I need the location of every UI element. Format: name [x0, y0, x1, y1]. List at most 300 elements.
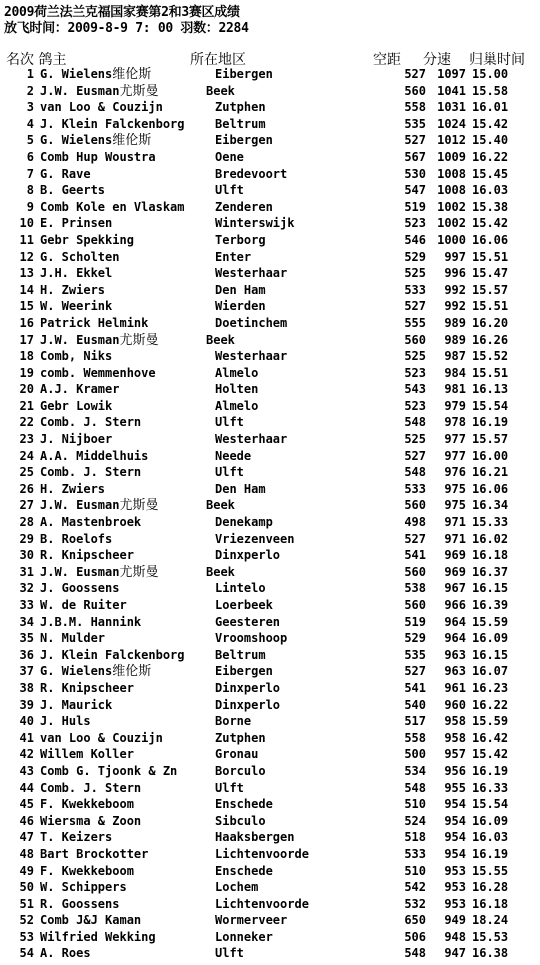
distance: 517: [404, 714, 426, 729]
owner-name: R. Knipscheer: [40, 680, 134, 695]
owner: [40, 697, 112, 714]
owner-name: J. Maurick: [40, 697, 113, 712]
distance: 558: [404, 730, 426, 745]
speed: 954: [444, 846, 466, 861]
location: Beek: [206, 83, 235, 98]
speed: 948: [444, 929, 466, 944]
arrival-time: 15.53: [472, 929, 509, 944]
owner-name: N. Mulder: [40, 631, 106, 646]
location: Ulft: [215, 780, 244, 795]
owner: [40, 332, 159, 350]
arrival-time: 16.03: [472, 830, 509, 845]
header-distance: 空距: [373, 52, 401, 68]
owner: [40, 132, 151, 150]
owner: [40, 348, 112, 365]
result-row: [0, 630, 540, 647]
rank: 32: [19, 581, 34, 596]
distance: 535: [404, 647, 426, 662]
location: Vriezenveen: [215, 531, 295, 546]
location: Dinxperlo: [215, 548, 281, 563]
distance: 542: [404, 880, 426, 895]
owner-name: T. Keizers: [40, 830, 113, 845]
speed: 1012: [437, 133, 466, 148]
owner: [40, 763, 177, 780]
owner-name: van Loo & Couzijn: [40, 100, 163, 115]
header-time: 归巢时间: [469, 52, 525, 68]
distance: 527: [404, 531, 426, 546]
result-row: [0, 929, 540, 946]
owner: [40, 182, 105, 199]
distance: 532: [404, 896, 426, 911]
location: Eibergen: [215, 133, 273, 148]
location: Neede: [215, 448, 252, 463]
result-row: [0, 298, 540, 315]
distance: 533: [404, 481, 426, 496]
location: Den Ham: [215, 282, 266, 297]
result-row: [0, 149, 540, 166]
location: Den Ham: [215, 481, 266, 496]
distance: 523: [404, 365, 426, 380]
speed: 1031: [437, 100, 466, 115]
distance: 506: [404, 929, 426, 944]
location: Zutphen: [215, 100, 266, 115]
result-row: [0, 746, 540, 763]
location: Lintelo: [215, 581, 266, 596]
rank: 23: [19, 432, 34, 447]
result-row: [0, 680, 540, 697]
result-row: [0, 249, 540, 266]
result-row: [0, 116, 540, 133]
result-row: [0, 663, 540, 680]
location: Winterswijk: [215, 216, 295, 231]
distance: 529: [404, 631, 426, 646]
speed: 978: [444, 415, 466, 430]
release-info: 放飞时间：2009-8-9 7: 00 羽数：2284: [4, 21, 249, 36]
result-row: [0, 647, 540, 664]
location: Borculo: [215, 763, 266, 778]
arrival-time: 15.40: [472, 133, 509, 148]
rank: 53: [19, 929, 34, 944]
owner-name: E. Prinsen: [40, 216, 113, 231]
speed: 969: [444, 564, 466, 579]
arrival-time: 15.55: [472, 863, 509, 878]
rank: 43: [19, 763, 34, 778]
result-row: [0, 597, 540, 614]
location: Denekamp: [215, 515, 273, 530]
arrival-time: 16.19: [472, 415, 509, 430]
speed: 1008: [437, 183, 466, 198]
speed: 961: [444, 680, 466, 695]
owner: [40, 663, 151, 681]
rank: 44: [19, 780, 34, 795]
rank: 42: [19, 747, 34, 762]
arrival-time: 16.21: [472, 465, 509, 480]
location: Wormerveer: [215, 913, 288, 928]
speed: 975: [444, 498, 466, 513]
speed: 947: [444, 946, 466, 961]
rank: 48: [19, 846, 34, 861]
owner-name: J.H. Ekkel: [40, 266, 113, 281]
owner-name: J. Huls: [40, 714, 91, 729]
owner: [40, 448, 148, 465]
result-row: [0, 547, 540, 564]
owner-name: J.W. Eusman: [40, 332, 120, 347]
distance: 558: [404, 100, 426, 115]
location: Lochem: [215, 880, 259, 895]
speed: 989: [444, 332, 466, 347]
arrival-time: 16.02: [472, 531, 509, 546]
distance: 548: [404, 780, 426, 795]
result-row: [0, 215, 540, 232]
owner: [40, 796, 134, 813]
location: Ulft: [215, 946, 244, 961]
result-row: [0, 365, 540, 382]
speed: 987: [444, 349, 466, 364]
speed: 971: [444, 531, 466, 546]
owner-name: Patrick Helmink: [40, 315, 149, 330]
owner: [40, 298, 112, 315]
owner: [40, 580, 119, 597]
location: Wierden: [215, 299, 266, 314]
speed: 997: [444, 249, 466, 264]
owner: [40, 547, 134, 564]
arrival-time: 16.19: [472, 846, 509, 861]
arrival-time: 16.20: [472, 315, 509, 330]
owner: [40, 863, 134, 880]
speed: 964: [444, 614, 466, 629]
owner: [40, 829, 112, 846]
arrival-time: 15.51: [472, 299, 509, 314]
distance: 525: [404, 432, 426, 447]
result-row: [0, 398, 540, 415]
owner: [40, 199, 185, 216]
arrival-time: 15.51: [472, 365, 509, 380]
owner: [40, 265, 112, 282]
owner: [40, 713, 91, 730]
owner: [40, 630, 105, 647]
owner-name: G. Rave: [40, 166, 91, 181]
rank: 41: [19, 730, 34, 745]
result-row: [0, 83, 540, 100]
distance: 650: [404, 913, 426, 928]
owner-name: J.W. Eusman: [40, 83, 120, 98]
arrival-time: 16.00: [472, 448, 509, 463]
owner: [40, 497, 159, 515]
rank: 30: [19, 548, 34, 563]
distance: 555: [404, 315, 426, 330]
distance: 530: [404, 166, 426, 181]
rank: 54: [19, 946, 34, 961]
distance: 527: [404, 299, 426, 314]
location: Haaksbergen: [215, 830, 295, 845]
location: Eibergen: [215, 67, 273, 81]
distance: 500: [404, 747, 426, 762]
owner: [40, 730, 163, 747]
rank: 28: [19, 515, 34, 530]
arrival-time: 15.42: [472, 216, 509, 231]
owner-name-chinese: 尤斯曼: [119, 498, 159, 514]
location: Bredevoort: [215, 166, 288, 181]
speed: 953: [444, 880, 466, 895]
owner-name: comb. Wemmenhove: [40, 365, 156, 380]
arrival-time: 15.42: [472, 116, 509, 131]
owner-name: W. Schippers: [40, 880, 127, 895]
page-title: 2009荷兰法兰克福国家赛第2和3赛区成绩: [4, 5, 240, 20]
location: Terborg: [215, 232, 266, 247]
result-row: [0, 564, 540, 581]
speed: 981: [444, 382, 466, 397]
location: Eibergen: [215, 664, 273, 679]
distance: 533: [404, 282, 426, 297]
owner: [40, 597, 127, 614]
arrival-time: 16.37: [472, 564, 509, 579]
rank: 31: [19, 564, 34, 579]
speed: 979: [444, 398, 466, 413]
result-row: [0, 796, 540, 813]
location: Lichtenvoorde: [215, 896, 309, 911]
speed: 953: [444, 863, 466, 878]
rank: 6: [26, 149, 34, 164]
owner-name: Comb. J. Stern: [40, 415, 142, 430]
arrival-time: 15.59: [472, 614, 509, 629]
owner: [40, 249, 119, 266]
rank: 15: [19, 299, 34, 314]
distance: 527: [404, 133, 426, 148]
owner-name: Wiersma & Zoon: [40, 813, 142, 828]
speed: 954: [444, 813, 466, 828]
distance: 519: [404, 614, 426, 629]
arrival-time: 16.22: [472, 149, 509, 164]
rank: 26: [19, 481, 34, 496]
rank: 34: [19, 614, 34, 629]
owner: [40, 398, 112, 415]
rank: 9: [26, 199, 34, 214]
owner-name-chinese: 维伦斯: [112, 664, 152, 680]
location: Beltrum: [215, 116, 266, 131]
arrival-time: 15.33: [472, 515, 509, 530]
location: Westerhaar: [215, 266, 288, 281]
owner-name: A.J. Kramer: [40, 382, 120, 397]
owner-name: W. de Ruiter: [40, 598, 127, 612]
arrival-time: 15.45: [472, 166, 509, 181]
speed: 984: [444, 365, 466, 380]
rank: 2: [26, 83, 34, 98]
result-row: [0, 896, 540, 913]
owner-name-chinese: 维伦斯: [112, 67, 152, 82]
speed: 956: [444, 763, 466, 778]
owner-name: H. Zwiers: [40, 481, 106, 496]
distance: 527: [404, 664, 426, 679]
location: Beek: [206, 564, 235, 579]
rank: 49: [19, 863, 34, 878]
speed: 958: [444, 730, 466, 745]
owner-name: Comb Hup Woustra: [40, 149, 156, 164]
owner-name: Willem Koller: [40, 747, 134, 762]
owner-name-chinese: 尤斯曼: [119, 564, 159, 580]
distance: 523: [404, 216, 426, 231]
distance: 523: [404, 398, 426, 413]
result-row: [0, 829, 540, 846]
arrival-time: 16.34: [472, 498, 509, 513]
location: Oene: [215, 149, 244, 164]
location: Gronau: [215, 747, 259, 762]
speed: 1009: [437, 149, 466, 164]
arrival-time: 16.09: [472, 813, 509, 828]
location: Zutphen: [215, 730, 266, 745]
location: Zenderen: [215, 199, 273, 214]
location: Ulft: [215, 465, 244, 480]
rank: 11: [19, 232, 34, 247]
owner-name: H. Zwiers: [40, 282, 106, 297]
owner: [40, 99, 163, 116]
owner-name: Comb G. Tjoonk & Zn: [40, 763, 178, 778]
distance: 543: [404, 382, 426, 397]
owner: [40, 315, 148, 332]
result-row: [0, 846, 540, 863]
distance: 567: [404, 149, 426, 164]
location: Dinxperlo: [215, 680, 281, 695]
owner: [40, 514, 141, 531]
arrival-time: 16.23: [472, 680, 509, 695]
arrival-time: 16.33: [472, 780, 509, 795]
arrival-time: 15.59: [472, 714, 509, 729]
distance: 546: [404, 232, 426, 247]
speed: 954: [444, 797, 466, 812]
arrival-time: 15.52: [472, 349, 509, 364]
rank: 52: [19, 913, 34, 928]
owner-name: G. Scholten: [40, 249, 120, 264]
speed: 949: [444, 913, 466, 928]
speed: 1097: [437, 67, 466, 81]
owner: [40, 431, 112, 448]
owner-name-chinese: 尤斯曼: [119, 332, 159, 348]
result-row: [0, 945, 540, 962]
location: Geesteren: [215, 614, 281, 629]
owner: [40, 232, 134, 249]
distance: 560: [404, 332, 426, 347]
owner-name: F. Kwekkeboom: [40, 797, 134, 812]
owner-name: J. Nijboer: [40, 432, 113, 447]
distance: 560: [404, 498, 426, 513]
distance: 534: [404, 763, 426, 778]
location: Lonneker: [215, 929, 273, 944]
location: Lichtenvoorde: [215, 846, 309, 861]
owner: [40, 481, 105, 498]
rank: 21: [19, 398, 34, 413]
result-row: [0, 912, 540, 929]
owner-name: B. Geerts: [40, 183, 106, 198]
arrival-time: 16.38: [472, 946, 509, 961]
owner: [40, 282, 105, 299]
arrival-time: 16.18: [472, 896, 509, 911]
result-row: [0, 332, 540, 349]
result-row: [0, 414, 540, 431]
result-row: [0, 763, 540, 780]
rank: 8: [26, 183, 34, 198]
owner-name: Gebr Spekking: [40, 232, 134, 247]
distance: 541: [404, 548, 426, 563]
result-row: [0, 481, 540, 498]
owner-name: J.B.M. Hannink: [40, 614, 142, 629]
location: Vroomshoop: [215, 631, 288, 646]
location: Almelo: [215, 365, 259, 380]
speed: 1002: [437, 199, 466, 214]
location: Enschede: [215, 797, 273, 812]
result-row: [0, 697, 540, 714]
rank: 51: [19, 896, 34, 911]
arrival-time: 15.57: [472, 432, 509, 447]
owner: [40, 680, 134, 697]
speed: 964: [444, 631, 466, 646]
location: Enschede: [215, 863, 273, 878]
distance: 560: [404, 564, 426, 579]
header-speed: 分速: [423, 52, 451, 68]
owner-name: B. Roelofs: [40, 531, 113, 546]
location: Holten: [215, 382, 259, 397]
speed: 977: [444, 432, 466, 447]
arrival-time: 16.39: [472, 598, 509, 612]
result-row: [0, 265, 540, 282]
speed: 976: [444, 465, 466, 480]
arrival-time: 16.15: [472, 581, 509, 596]
distance: 524: [404, 813, 426, 828]
result-row: [0, 531, 540, 548]
arrival-time: 15.47: [472, 266, 509, 281]
rank: 38: [19, 680, 34, 695]
result-row: [0, 464, 540, 481]
arrival-time: 18.24: [472, 913, 509, 928]
rank: 4: [26, 116, 34, 131]
rank: 19: [19, 365, 34, 380]
arrival-time: 15.00: [472, 67, 509, 81]
result-row: [0, 514, 540, 531]
owner: [40, 879, 127, 896]
distance: 519: [404, 199, 426, 214]
rank: 18: [19, 349, 34, 364]
location: Doetinchem: [215, 315, 288, 330]
arrival-time: 16.06: [472, 481, 509, 496]
result-row: [0, 730, 540, 747]
location: Westerhaar: [215, 432, 288, 447]
speed: 969: [444, 548, 466, 563]
rank: 40: [19, 714, 34, 729]
speed: 989: [444, 315, 466, 330]
speed: 967: [444, 581, 466, 596]
rank: 35: [19, 631, 34, 646]
location: Beek: [206, 332, 235, 347]
result-row: [0, 166, 540, 183]
arrival-time: 15.58: [472, 83, 509, 98]
owner-name: R. Goossens: [40, 896, 120, 911]
rank: 33: [19, 598, 34, 612]
owner-name-chinese: 维伦斯: [112, 133, 152, 149]
location: Ulft: [215, 415, 244, 430]
owner: [40, 381, 119, 398]
owner-name: van Loo & Couzijn: [40, 730, 163, 745]
rank: 3: [26, 100, 34, 115]
arrival-time: 16.09: [472, 631, 509, 646]
location: Dinxperlo: [215, 697, 281, 712]
owner-name: J. Goossens: [40, 581, 120, 596]
arrival-time: 16.03: [472, 183, 509, 198]
result-row: [0, 348, 540, 365]
owner-name: W. Weerink: [40, 299, 113, 314]
result-row: [0, 713, 540, 730]
rank: 24: [19, 448, 34, 463]
rank: 16: [19, 315, 34, 330]
header-rank-owner: 名次 鸽主: [6, 52, 67, 68]
rank: 10: [19, 216, 34, 231]
